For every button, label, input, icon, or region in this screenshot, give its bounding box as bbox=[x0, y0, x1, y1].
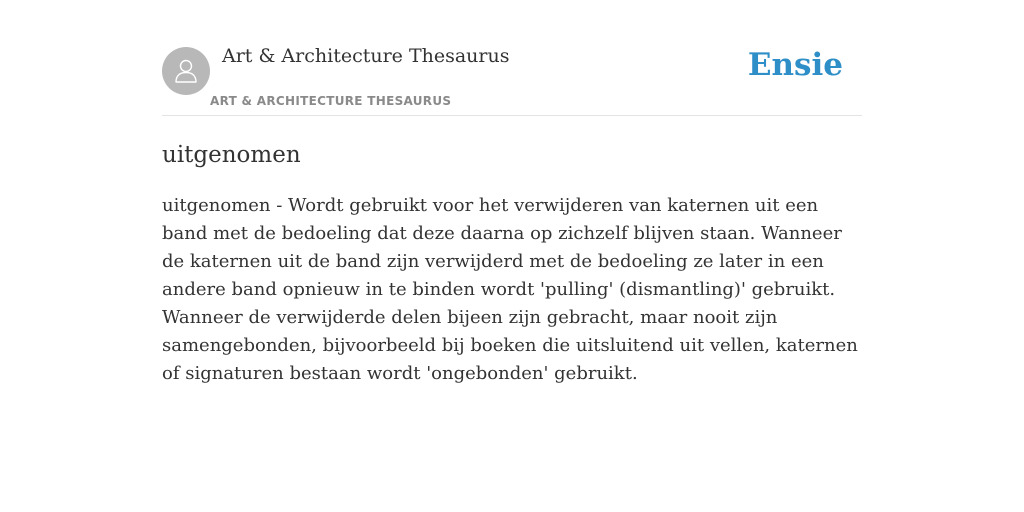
avatar[interactable] bbox=[162, 47, 210, 95]
user-icon bbox=[172, 57, 200, 85]
entry-definition: uitgenomen - Wordt gebruikt voor het verwijderen van katernen uit een band met de bedoeling dat deze daarna op zichzelf blijven staan. Wanneer de katernen uit de band zijn verwijderd met de bedoeling ze later in een andere band opnieuw in te binden wordt 'pulling' (dismantling)' gebruikt. Wanneer de verwijderde delen bijeen zijn gebracht, maar nooit zijn samengebonden, bijvoorbeeld bij boeken die uitsluitend uit vellen, katernen of signaturen bestaan wordt 'ongebonden' gebruikt. bbox=[162, 195, 858, 384]
source-title[interactable]: Art & Architecture Thesaurus bbox=[222, 45, 510, 67]
ensie-logo[interactable]: Ensie bbox=[747, 47, 843, 83]
entry-header bbox=[162, 0, 862, 116]
entry-card bbox=[162, 0, 862, 388]
entry-term: uitgenomen bbox=[162, 142, 301, 168]
source-subtitle: ART & ARCHITECTURE THESAURUS bbox=[210, 94, 452, 108]
